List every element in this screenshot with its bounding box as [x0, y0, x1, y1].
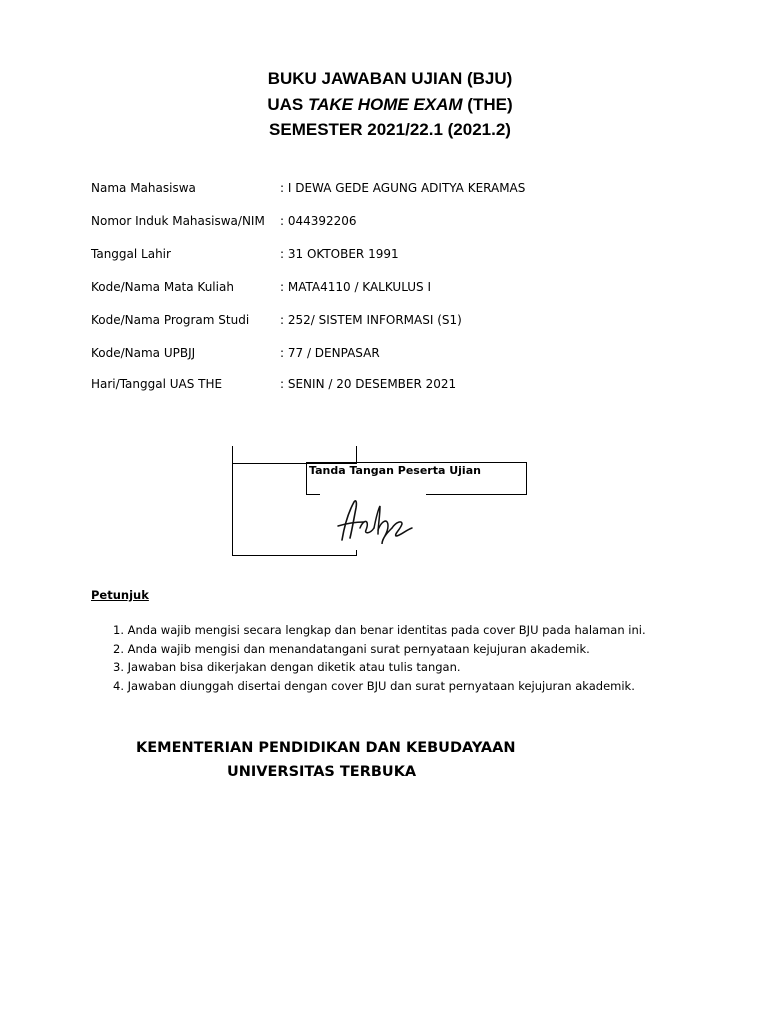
info-label: Hari/Tanggal UAS THE: [91, 377, 223, 391]
info-row-exam-date: [91, 377, 591, 397]
info-value: : 31 OKTOBER 1991: [280, 247, 399, 261]
info-label: Kode/Nama UPBJJ: [91, 346, 196, 360]
signature-box: [232, 446, 528, 558]
info-row-birthdate: [91, 247, 591, 267]
info-label: Nama Mahasiswa: [91, 181, 196, 195]
university-name: UNIVERSITAS TERBUKA: [227, 764, 417, 780]
instruction-item: 3. Jawaban bisa dikerjakan dengan diketik atau tulis tangan.: [113, 660, 461, 675]
info-row-course: [91, 280, 591, 300]
info-label: Kode/Nama Mata Kuliah: [91, 280, 234, 294]
sig-border: [526, 462, 527, 495]
title-line-2-italic: TAKE HOME EXAM: [308, 94, 463, 114]
info-value: : SENIN / 20 DESEMBER 2021: [280, 377, 457, 391]
info-value: : 77 / DENPASAR: [280, 346, 380, 360]
instruction-item: 1. Anda wajib mengisi secara lengkap dan benar identitas pada cover BJU pada halaman ini.: [113, 623, 646, 637]
info-label: Kode/Nama Program Studi: [91, 313, 250, 327]
info-value: : MATA4110 / KALKULUS I: [280, 280, 432, 294]
info-value: : 044392206: [280, 214, 357, 228]
title-line-2-prefix: UAS: [267, 94, 308, 114]
info-label: Tanggal Lahir: [91, 247, 171, 261]
ministry-name: KEMENTERIAN PENDIDIKAN DAN KEBUDAYAAN: [136, 740, 516, 756]
instruction-item: 4. Jawaban diunggah disertai dengan cover BJU dan surat pernyataan kejujuran akademik.: [113, 679, 635, 694]
info-row-program: [91, 313, 591, 333]
info-row-name: [91, 181, 591, 201]
info-row-nim: [91, 214, 591, 234]
title-line-3: SEMESTER 2021/22.1 (2021.2): [269, 120, 511, 139]
instructions-title: Petunjuk: [91, 588, 149, 602]
handwritten-signature: [320, 488, 426, 550]
sig-border: [232, 555, 357, 556]
info-value: : 252/ SISTEM INFORMASI (S1): [280, 313, 462, 327]
instruction-item: 2. Anda wajib mengisi dan menandatangani surat pernyataan kejujuran akademik.: [113, 641, 590, 656]
footer: [136, 736, 516, 784]
document-title: [0, 66, 768, 143]
info-row-upbjj: [91, 346, 591, 366]
title-line-1: BUKU JAWABAN UJIAN (BJU): [267, 69, 513, 88]
instructions-list: [113, 621, 646, 696]
sig-border: [306, 462, 527, 463]
info-value: : I DEWA GEDE AGUNG ADITYA KERAMAS: [280, 181, 526, 195]
sig-border: [306, 462, 307, 495]
title-line-2: [0, 92, 768, 118]
info-label: Nomor Induk Mahasiswa/NIM: [91, 214, 265, 228]
signature-caption: Tanda Tangan Peserta Ujian: [309, 464, 481, 477]
title-line-2-suffix: (THE): [462, 94, 513, 114]
